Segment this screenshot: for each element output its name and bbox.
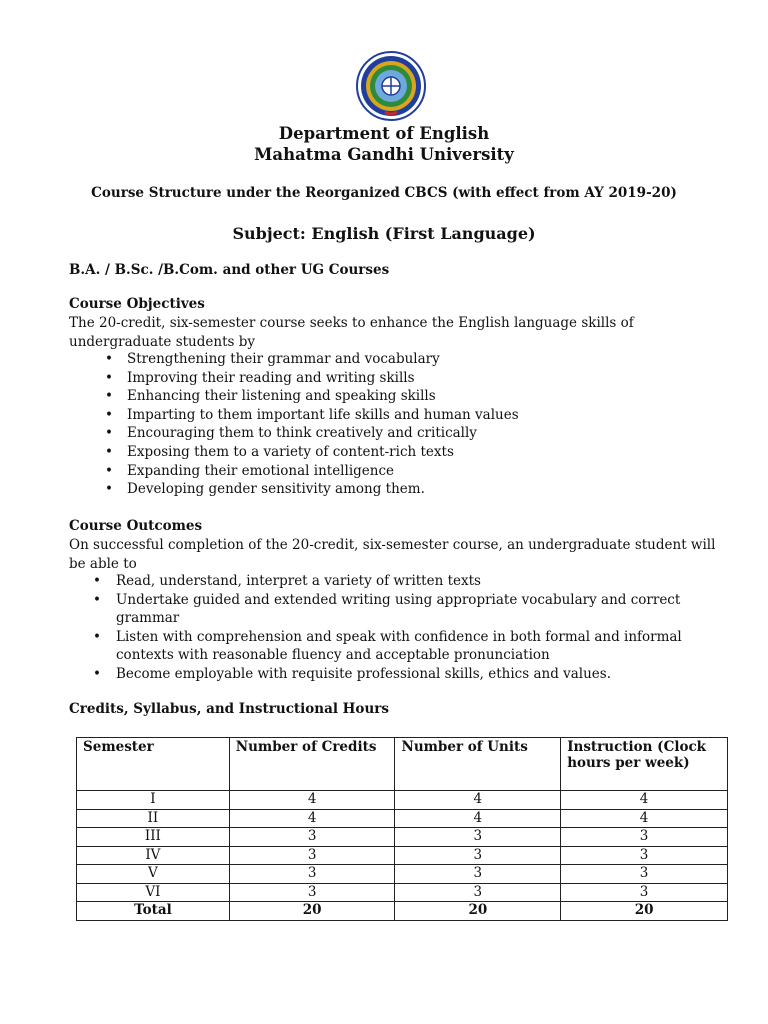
column-header: Number of Credits [229, 738, 395, 791]
column-header: Instruction (Clock hours per week) [561, 738, 728, 791]
table-row [77, 865, 728, 884]
table-cell: 3 [229, 828, 395, 847]
list-item: • Listen with comprehension and speak with confidence in both formal and informal contexts with reasonable fluency and acceptable pronunciation [69, 628, 709, 665]
table-cell: 3 [229, 883, 395, 902]
university-emblem-icon [355, 50, 427, 122]
table-cell: 4 [229, 809, 395, 828]
outcomes-list [69, 572, 709, 684]
list-item: • Imparting to them important life skills and human values [69, 406, 709, 425]
table-cell: 3 [395, 846, 561, 865]
table-cell: 4 [395, 809, 561, 828]
list-item: • Encouraging them to think creatively and critically [69, 424, 709, 443]
table-cell: 4 [561, 791, 728, 810]
table-cell: II [77, 809, 230, 828]
subject-label: Subject [232, 224, 300, 243]
department-title: Department of English [278, 124, 490, 143]
table-cell: I [77, 791, 230, 810]
courses-line: B.A. / B.Sc. /B.Com. and other UG Courses [69, 262, 390, 278]
table-row [77, 809, 728, 828]
list-item: • Improving their reading and writing skills [69, 369, 709, 388]
credits-heading: Credits, Syllabus, and Instructional Hours [69, 701, 389, 717]
table-row [77, 846, 728, 865]
table-cell: 3 [561, 828, 728, 847]
course-structure-line: Course Structure under the Reorganized CBCS (with effect from AY 2019-20) [91, 185, 677, 201]
credits-table [76, 737, 728, 921]
list-item: • Undertake guided and extended writing using appropriate vocabulary and correct grammar [69, 591, 709, 628]
table-cell: 3 [561, 883, 728, 902]
table-cell: Total [77, 902, 230, 921]
list-item: • Become employable with requisite professional skills, ethics and values. [69, 665, 709, 684]
table-cell: 3 [395, 828, 561, 847]
table-cell: 3 [561, 865, 728, 884]
list-item: • Developing gender sensitivity among them. [69, 480, 709, 499]
list-item: • Strengthening their grammar and vocabulary [69, 350, 709, 369]
table-cell: VI [77, 883, 230, 902]
column-header: Number of Units [395, 738, 561, 791]
table-cell: 4 [229, 791, 395, 810]
table-cell: IV [77, 846, 230, 865]
table-row [77, 791, 728, 810]
table-cell: V [77, 865, 230, 884]
table-cell: 4 [561, 809, 728, 828]
table-cell: 20 [395, 902, 561, 921]
table-row [77, 828, 728, 847]
list-item: • Read, understand, interpret a variety of written texts [69, 572, 709, 591]
objectives-intro: The 20-credit, six-semester course seeks to enhance the English language skills of undergraduate students by [69, 315, 634, 350]
list-item: • Exposing them to a variety of content-rich texts [69, 443, 709, 462]
subject-value: : English (First Language) [299, 224, 536, 243]
table-cell: 20 [229, 902, 395, 921]
table-cell: 3 [395, 883, 561, 902]
table-cell: III [77, 828, 230, 847]
list-item: • Enhancing their listening and speaking skills [69, 387, 709, 406]
table-cell: 20 [561, 902, 728, 921]
table-total-row [77, 902, 728, 921]
outcomes-intro: On successful completion of the 20-credit, six-semester course, an undergraduate student will be able to [69, 537, 716, 572]
table-cell: 3 [395, 865, 561, 884]
table-cell: 3 [229, 846, 395, 865]
outcomes-heading: Course Outcomes [69, 518, 203, 534]
table-cell: 4 [395, 791, 561, 810]
column-header: Semester [77, 738, 230, 791]
university-title: Mahatma Gandhi University [254, 145, 514, 164]
list-item: • Expanding their emotional intelligence [69, 462, 709, 481]
table-row [77, 883, 728, 902]
table-cell: 3 [229, 865, 395, 884]
objectives-list [69, 350, 709, 499]
table-cell: 3 [561, 846, 728, 865]
subject-heading [0, 224, 768, 243]
table-header-row [77, 738, 728, 791]
objectives-heading: Course Objectives [69, 296, 205, 312]
